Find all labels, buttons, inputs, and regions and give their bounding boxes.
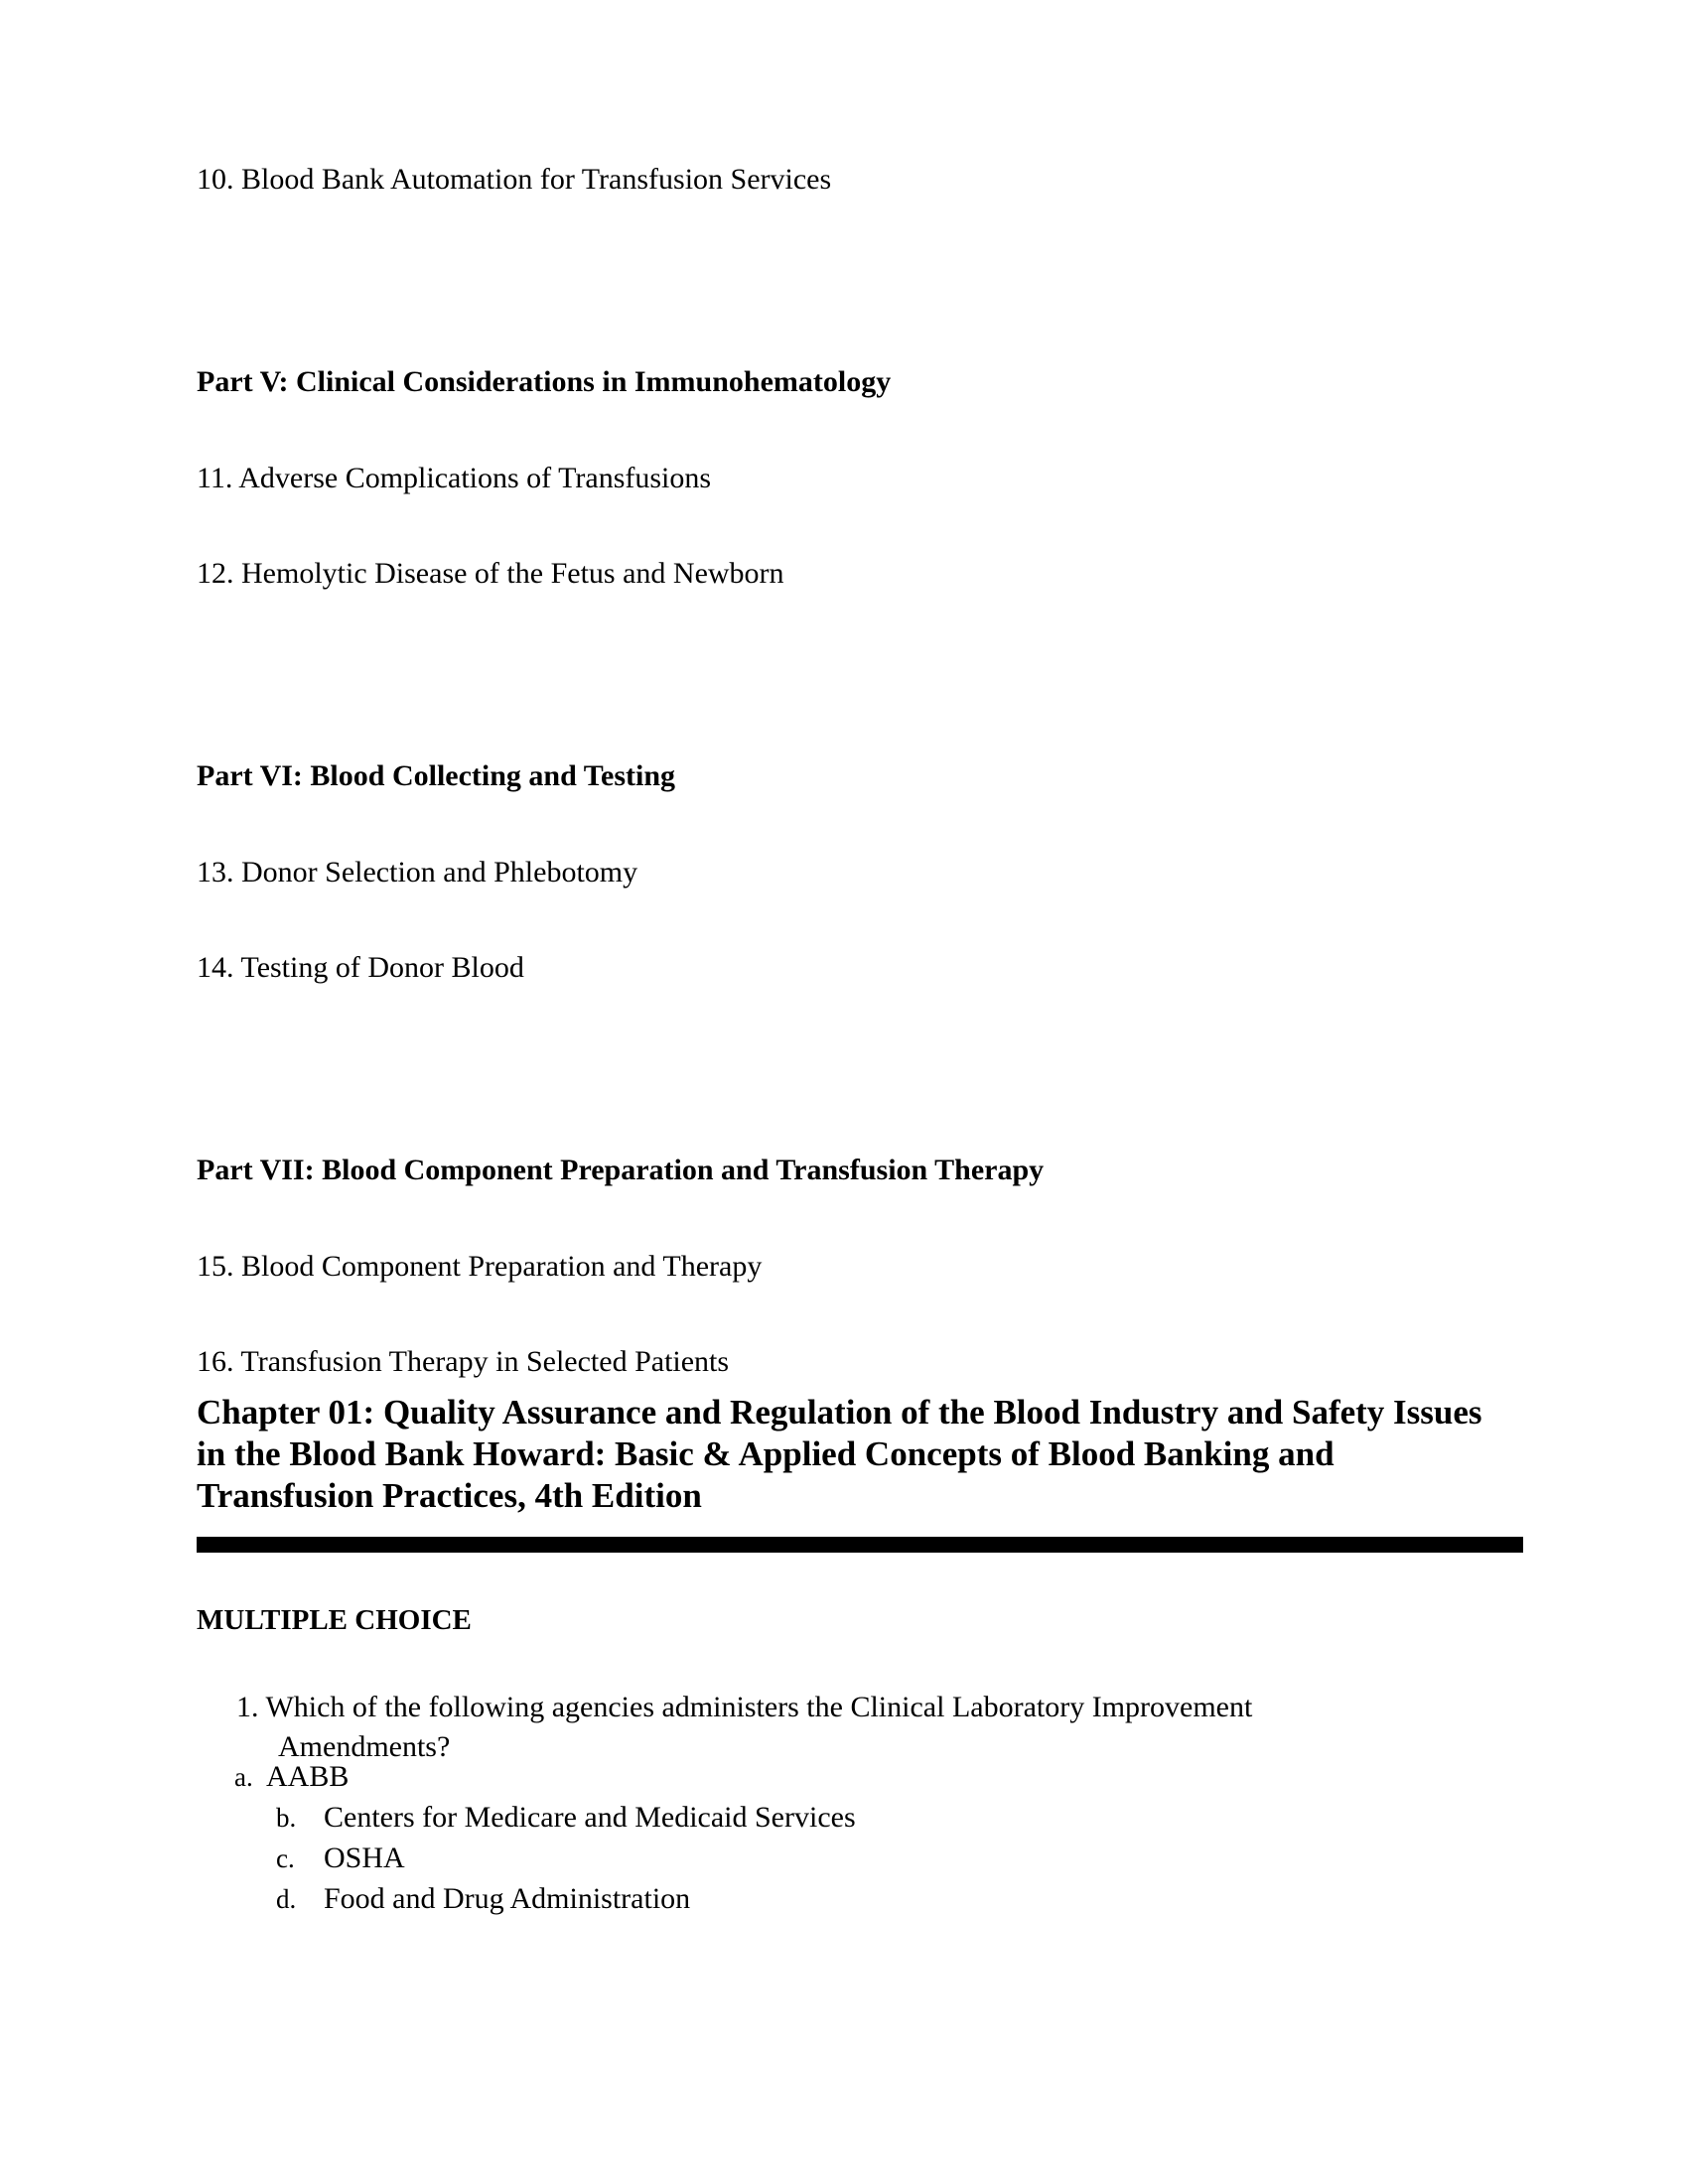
question-text-continued: Amendments? — [278, 1730, 451, 1763]
chapter-title-line: Chapter 01: Quality Assurance and Regulation of the Blood Industry and Safety Issues — [197, 1393, 1482, 1432]
chapter-title-line: Transfusion Practices, 4th Edition — [197, 1476, 702, 1515]
part-vii-heading: Part VII: Blood Component Preparation and Transfusion Therapy — [197, 1154, 1045, 1186]
option-letter: a. — [234, 1762, 253, 1792]
toc-item-12: 12. Hemolytic Disease of the Fetus and Newborn — [197, 557, 784, 590]
question-text: 1. Which of the following agencies administers the Clinical Laboratory Improvement — [236, 1691, 1253, 1723]
section-heading: MULTIPLE CHOICE — [197, 1604, 472, 1636]
option-text: AABB — [266, 1760, 350, 1793]
toc-item-15: 15. Blood Component Preparation and Therapy — [197, 1250, 763, 1283]
option-text: Food and Drug Administration — [324, 1882, 691, 1915]
chapter-title-line: in the Blood Bank Howard: Basic & Applied Concepts of Blood Banking and — [197, 1434, 1335, 1473]
option-letter: d. — [276, 1884, 297, 1914]
answer-option-d — [276, 1884, 690, 1914]
option-letter: b. — [276, 1803, 297, 1833]
toc-item-11: 11. Adverse Complications of Transfusions — [197, 462, 712, 494]
part-v-heading: Part V: Clinical Considerations in Immunohematology — [197, 365, 892, 398]
divider-rule — [197, 1537, 1523, 1553]
toc-item-16: 16. Transfusion Therapy in Selected Patients — [197, 1345, 730, 1378]
question-1 — [236, 1688, 1487, 1767]
answer-option-a — [234, 1762, 349, 1792]
toc-item-10: 10. Blood Bank Automation for Transfusion Services — [197, 163, 832, 196]
answer-option-c — [276, 1843, 405, 1873]
answer-option-b — [276, 1803, 856, 1833]
option-letter: c. — [276, 1843, 295, 1873]
chapter-title — [197, 1392, 1527, 1517]
option-text: OSHA — [324, 1842, 405, 1874]
part-vi-heading: Part VI: Blood Collecting and Testing — [197, 759, 676, 792]
toc-item-13: 13. Donor Selection and Phlebotomy — [197, 856, 638, 888]
toc-item-14: 14. Testing of Donor Blood — [197, 951, 524, 984]
option-text: Centers for Medicare and Medicaid Services — [324, 1801, 856, 1834]
